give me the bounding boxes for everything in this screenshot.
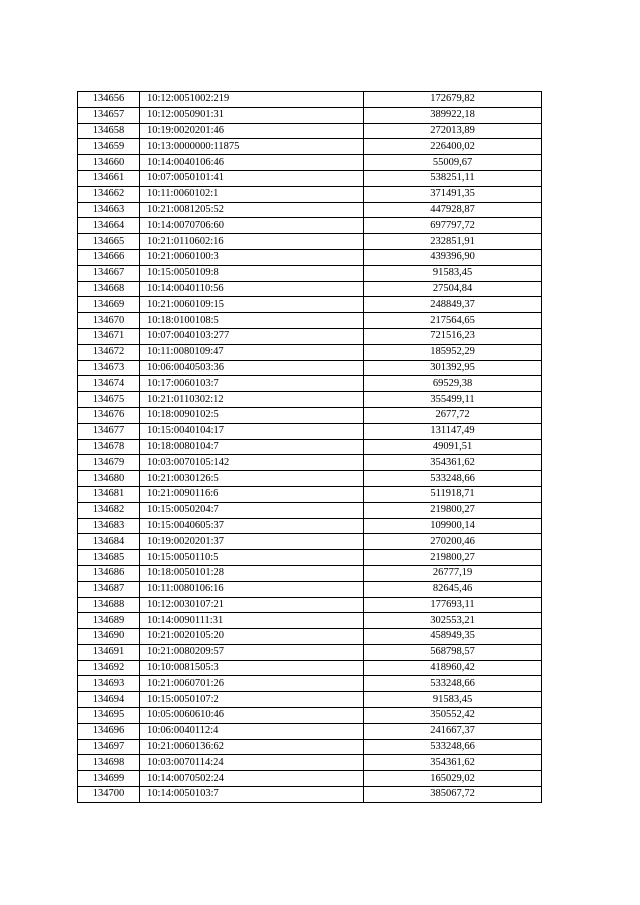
amount-cell: 26777,19	[364, 565, 542, 581]
cadastral-number-cell: 10:14:0070502:24	[140, 771, 364, 787]
table-row	[78, 344, 542, 360]
cadastral-number-cell: 10:05:0060610:46	[140, 708, 364, 724]
row-number-cell: 134694	[78, 692, 140, 708]
table-row	[78, 439, 542, 455]
amount-cell: 350552,42	[364, 708, 542, 724]
amount-cell: 2677,72	[364, 407, 542, 423]
row-number-cell: 134663	[78, 202, 140, 218]
row-number-cell: 134689	[78, 613, 140, 629]
row-number-cell: 134667	[78, 265, 140, 281]
amount-cell: 177693,11	[364, 597, 542, 613]
cadastral-number-cell: 10:15:0040104:17	[140, 423, 364, 439]
amount-cell: 55009,67	[364, 155, 542, 171]
row-number-cell: 134690	[78, 629, 140, 645]
cadastral-number-cell: 10:07:0040103:277	[140, 328, 364, 344]
row-number-cell: 134693	[78, 676, 140, 692]
row-number-cell: 134675	[78, 392, 140, 408]
row-number-cell: 134679	[78, 455, 140, 471]
cadastral-number-cell: 10:21:0060136:62	[140, 739, 364, 755]
cadastral-number-cell: 10:13:0000000:11875	[140, 139, 364, 155]
table-row	[78, 581, 542, 597]
amount-cell: 165029,02	[364, 771, 542, 787]
amount-cell: 533248,66	[364, 676, 542, 692]
row-number-cell: 134677	[78, 423, 140, 439]
amount-cell: 109900,14	[364, 518, 542, 534]
amount-cell: 721516,23	[364, 328, 542, 344]
cadastral-number-cell: 10:21:0080209:57	[140, 644, 364, 660]
table-row	[78, 328, 542, 344]
row-number-cell: 134672	[78, 344, 140, 360]
amount-cell: 82645,46	[364, 581, 542, 597]
table-row	[78, 534, 542, 550]
row-number-cell: 134659	[78, 139, 140, 155]
amount-cell: 568798,57	[364, 644, 542, 660]
table-row	[78, 186, 542, 202]
row-number-cell: 134700	[78, 787, 140, 803]
row-number-cell: 134685	[78, 550, 140, 566]
table-row	[78, 629, 542, 645]
amount-cell: 301392,95	[364, 360, 542, 376]
row-number-cell: 134691	[78, 644, 140, 660]
row-number-cell: 134680	[78, 471, 140, 487]
cadastral-number-cell: 10:03:0070105:142	[140, 455, 364, 471]
cadastral-number-cell: 10:21:0090116:6	[140, 486, 364, 502]
row-number-cell: 134682	[78, 502, 140, 518]
data-table	[77, 91, 542, 803]
table-row	[78, 739, 542, 755]
amount-cell: 354361,62	[364, 755, 542, 771]
row-number-cell: 134669	[78, 297, 140, 313]
cadastral-number-cell: 10:12:0050901:31	[140, 107, 364, 123]
row-number-cell: 134656	[78, 92, 140, 108]
cadastral-number-cell: 10:21:0060701:26	[140, 676, 364, 692]
table-row	[78, 423, 542, 439]
amount-cell: 458949,35	[364, 629, 542, 645]
cadastral-number-cell: 10:14:0040110:56	[140, 281, 364, 297]
table-row	[78, 550, 542, 566]
cadastral-number-cell: 10:21:0060109:15	[140, 297, 364, 313]
amount-cell: 385067,72	[364, 787, 542, 803]
cadastral-number-cell: 10:14:0070706:60	[140, 218, 364, 234]
table-row	[78, 597, 542, 613]
amount-cell: 69529,38	[364, 376, 542, 392]
cadastral-number-cell: 10:15:0050107:2	[140, 692, 364, 708]
amount-cell: 447928,87	[364, 202, 542, 218]
table-row	[78, 297, 542, 313]
table-row	[78, 360, 542, 376]
amount-cell: 439396,90	[364, 249, 542, 265]
cadastral-number-cell: 10:19:0020201:37	[140, 534, 364, 550]
cadastral-number-cell: 10:12:0051002:219	[140, 92, 364, 108]
amount-cell: 418960,42	[364, 660, 542, 676]
amount-cell: 232851,91	[364, 234, 542, 250]
row-number-cell: 134692	[78, 660, 140, 676]
amount-cell: 91583,45	[364, 692, 542, 708]
table-row	[78, 455, 542, 471]
row-number-cell: 134697	[78, 739, 140, 755]
amount-cell: 248849,37	[364, 297, 542, 313]
amount-cell: 217564,65	[364, 313, 542, 329]
amount-cell: 226400,02	[364, 139, 542, 155]
table-row	[78, 565, 542, 581]
cadastral-number-cell: 10:18:0050101:28	[140, 565, 364, 581]
cadastral-number-cell: 10:15:0050109:8	[140, 265, 364, 281]
table-row	[78, 313, 542, 329]
amount-cell: 354361,62	[364, 455, 542, 471]
row-number-cell: 134698	[78, 755, 140, 771]
amount-cell: 533248,66	[364, 471, 542, 487]
table-row	[78, 234, 542, 250]
table-row	[78, 123, 542, 139]
row-number-cell: 134696	[78, 723, 140, 739]
amount-cell: 172679,82	[364, 92, 542, 108]
cadastral-number-cell: 10:07:0050101:41	[140, 170, 364, 186]
cadastral-number-cell: 10:11:0080106:16	[140, 581, 364, 597]
row-number-cell: 134695	[78, 708, 140, 724]
row-number-cell: 134684	[78, 534, 140, 550]
row-number-cell: 134687	[78, 581, 140, 597]
cadastral-number-cell: 10:10:0081505:3	[140, 660, 364, 676]
table-row	[78, 170, 542, 186]
row-number-cell: 134657	[78, 107, 140, 123]
amount-cell: 91583,45	[364, 265, 542, 281]
row-number-cell: 134683	[78, 518, 140, 534]
amount-cell: 270200,46	[364, 534, 542, 550]
row-number-cell: 134681	[78, 486, 140, 502]
cadastral-number-cell: 10:21:0020105:20	[140, 629, 364, 645]
row-number-cell: 134688	[78, 597, 140, 613]
amount-cell: 389922,18	[364, 107, 542, 123]
amount-cell: 511918,71	[364, 486, 542, 502]
cadastral-number-cell: 10:18:0090102:5	[140, 407, 364, 423]
amount-cell: 27504,84	[364, 281, 542, 297]
table-row	[78, 644, 542, 660]
cadastral-number-cell: 10:19:0020201:46	[140, 123, 364, 139]
amount-cell: 219800,27	[364, 502, 542, 518]
table-row	[78, 392, 542, 408]
cadastral-number-cell: 10:21:0110302:12	[140, 392, 364, 408]
table-row	[78, 692, 542, 708]
amount-cell: 355499,11	[364, 392, 542, 408]
row-number-cell: 134674	[78, 376, 140, 392]
row-number-cell: 134665	[78, 234, 140, 250]
row-number-cell: 134661	[78, 170, 140, 186]
cadastral-number-cell: 10:06:0040503:36	[140, 360, 364, 376]
cadastral-number-cell: 10:21:0081205:52	[140, 202, 364, 218]
amount-cell: 185952,29	[364, 344, 542, 360]
table-row	[78, 676, 542, 692]
row-number-cell: 134664	[78, 218, 140, 234]
table-row	[78, 407, 542, 423]
row-number-cell: 134676	[78, 407, 140, 423]
table-row	[78, 660, 542, 676]
table-row	[78, 265, 542, 281]
table-row	[78, 613, 542, 629]
table-row	[78, 281, 542, 297]
amount-cell: 49091,51	[364, 439, 542, 455]
table-row	[78, 107, 542, 123]
row-number-cell: 134668	[78, 281, 140, 297]
amount-cell: 241667,37	[364, 723, 542, 739]
row-number-cell: 134673	[78, 360, 140, 376]
table-row	[78, 708, 542, 724]
amount-cell: 272013,89	[364, 123, 542, 139]
cadastral-number-cell: 10:15:0050204:7	[140, 502, 364, 518]
table-row	[78, 723, 542, 739]
cadastral-number-cell: 10:21:0030126:5	[140, 471, 364, 487]
cadastral-number-cell: 10:06:0040112:4	[140, 723, 364, 739]
table-body	[78, 92, 542, 803]
amount-cell: 371491,35	[364, 186, 542, 202]
cadastral-number-cell: 10:11:0060102:1	[140, 186, 364, 202]
row-number-cell: 134670	[78, 313, 140, 329]
cadastral-number-cell: 10:18:0080104:7	[140, 439, 364, 455]
amount-cell: 697797,72	[364, 218, 542, 234]
row-number-cell: 134686	[78, 565, 140, 581]
cadastral-number-cell: 10:14:0040106:46	[140, 155, 364, 171]
table-row	[78, 249, 542, 265]
cadastral-number-cell: 10:15:0050110:5	[140, 550, 364, 566]
table-row	[78, 202, 542, 218]
cadastral-number-cell: 10:18:0100108:5	[140, 313, 364, 329]
amount-cell: 538251,11	[364, 170, 542, 186]
amount-cell: 219800,27	[364, 550, 542, 566]
table-row	[78, 518, 542, 534]
amount-cell: 302553,21	[364, 613, 542, 629]
table-row	[78, 771, 542, 787]
amount-cell: 533248,66	[364, 739, 542, 755]
cadastral-number-cell: 10:03:0070114:24	[140, 755, 364, 771]
cadastral-number-cell: 10:11:0080109:47	[140, 344, 364, 360]
row-number-cell: 134662	[78, 186, 140, 202]
amount-cell: 131147,49	[364, 423, 542, 439]
row-number-cell: 134660	[78, 155, 140, 171]
table-row	[78, 787, 542, 803]
table-row	[78, 92, 542, 108]
table-row	[78, 376, 542, 392]
cadastral-number-cell: 10:21:0060100:3	[140, 249, 364, 265]
row-number-cell: 134699	[78, 771, 140, 787]
table-row	[78, 218, 542, 234]
table-row	[78, 486, 542, 502]
cadastral-number-cell: 10:14:0090111:31	[140, 613, 364, 629]
cadastral-number-cell: 10:21:0110602:16	[140, 234, 364, 250]
row-number-cell: 134671	[78, 328, 140, 344]
cadastral-number-cell: 10:14:0050103:7	[140, 787, 364, 803]
table-row	[78, 755, 542, 771]
table-row	[78, 502, 542, 518]
cadastral-number-cell: 10:12:0030107:21	[140, 597, 364, 613]
table-row	[78, 139, 542, 155]
cadastral-number-cell: 10:17:0060103:7	[140, 376, 364, 392]
table-row	[78, 471, 542, 487]
table-row	[78, 155, 542, 171]
row-number-cell: 134678	[78, 439, 140, 455]
row-number-cell: 134658	[78, 123, 140, 139]
row-number-cell: 134666	[78, 249, 140, 265]
cadastral-number-cell: 10:15:0040605:37	[140, 518, 364, 534]
